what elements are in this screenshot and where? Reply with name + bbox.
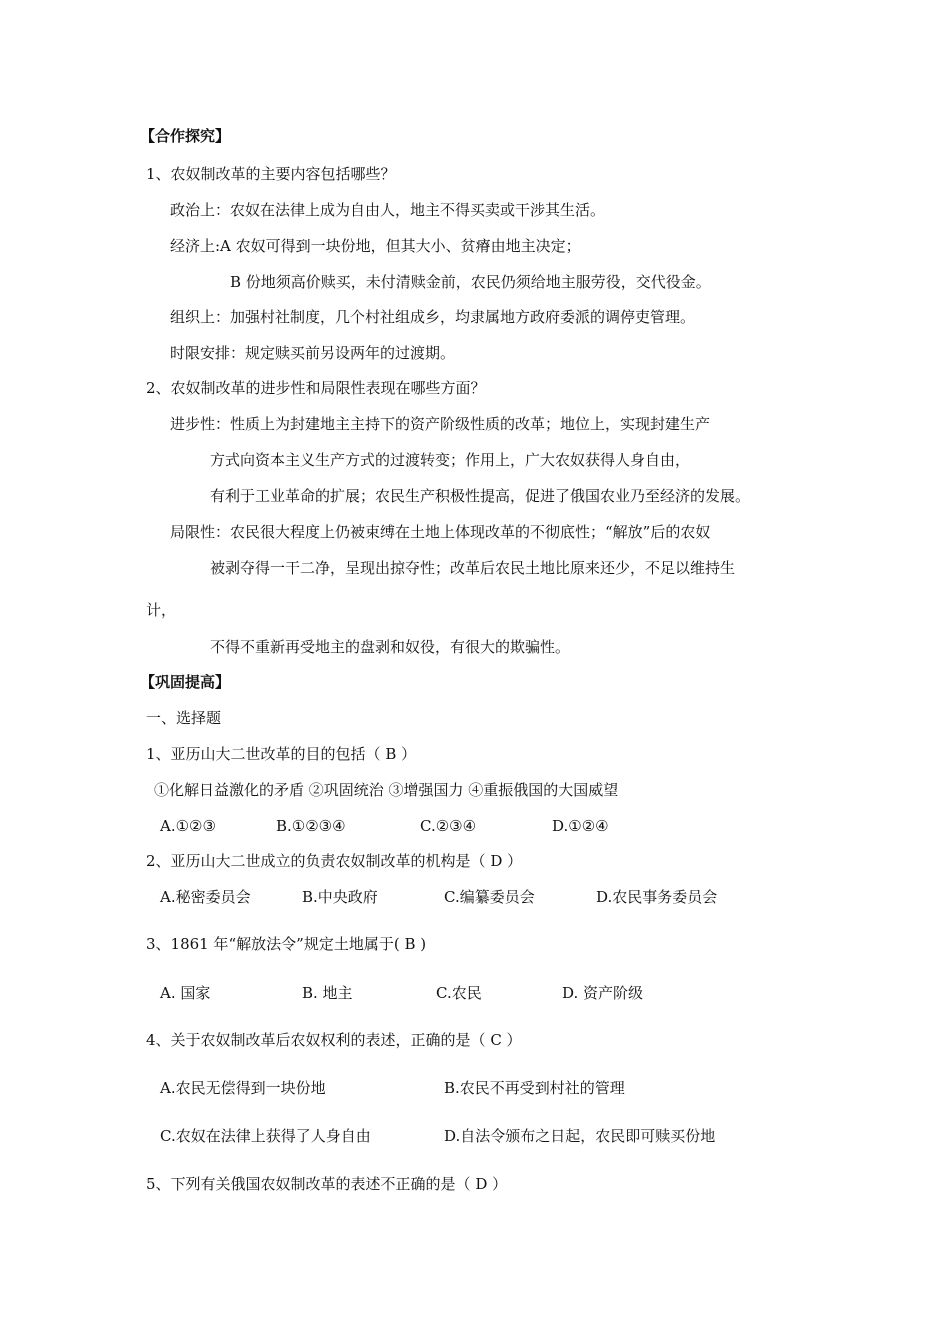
section-title-cooperative-inquiry: 【合作探究】 xyxy=(140,127,231,145)
mc-question-1-items: ①化解日益激化的矛盾 ②巩固统治 ③增强国力 ④重振俄国的大国威望 xyxy=(154,781,619,799)
mc-question-1-options xyxy=(160,816,660,836)
option-c: C.编纂委员会 xyxy=(444,888,535,906)
mc-question-4-options-row-2 xyxy=(160,1126,780,1146)
option-c: C.农奴在法律上获得了人身自由 xyxy=(160,1127,371,1145)
option-a: A.农民无偿得到一块份地 xyxy=(160,1079,326,1097)
option-a: A.秘密委员会 xyxy=(160,888,251,906)
question-2: 2、农奴制改革的进步性和局限性表现在哪些方面？ xyxy=(146,379,486,397)
option-b: B. 地主 xyxy=(302,984,353,1002)
mc-question-2-options xyxy=(160,887,760,907)
mc-question-4-stem: 4、关于农奴制改革后农奴权利的表述，正确的是（ C ） xyxy=(146,1031,522,1049)
answer-line-politics: 政治上：农奴在法律上成为自由人，地主不得买卖或干涉其生活。 xyxy=(170,201,606,219)
option-a: A.①②③ xyxy=(160,817,216,835)
answer-line-limitation-2: 被剥夺得一干二净，呈现出掠夺性；改革后农民土地比原来还少，不足以维持生 xyxy=(210,559,736,577)
answer-line-limitation-1: 局限性：农民很大程度上仍被束缚在土地上体现改革的不彻底性；“解放”后的农奴 xyxy=(170,523,711,541)
answer-line-timeline: 时限安排：规定赎买前另设两年的过渡期。 xyxy=(170,344,456,362)
answer-line-economy-a: 经济上:A 农奴可得到一块份地，但其大小、贫瘠由地主决定； xyxy=(170,237,581,255)
mc-question-5-stem: 5、下列有关俄国农奴制改革的表述不正确的是（ D ） xyxy=(146,1175,508,1193)
section-title-consolidation: 【巩固提高】 xyxy=(140,673,231,691)
answer-line-progress-2: 方式向资本主义生产方式的过渡转变；作用上，广大农奴获得人身自由， xyxy=(210,451,691,469)
part-title-multiple-choice: 一、选择题 xyxy=(146,709,222,727)
question-1: 1、农奴制改革的主要内容包括哪些？ xyxy=(146,165,396,183)
option-d: D.农民事务委员会 xyxy=(596,888,718,906)
mc-question-1-stem: 1、亚历山大二世改革的目的包括（ B ） xyxy=(146,745,417,763)
answer-line-economy-b: B 份地须高价赎买，未付清赎金前，农民仍须给地主服劳役，交代役金。 xyxy=(230,273,711,291)
option-d: D.①②④ xyxy=(552,817,609,835)
option-b: B.农民不再受到村社的管理 xyxy=(444,1079,625,1097)
option-b: B.中央政府 xyxy=(302,888,378,906)
mc-question-3-stem: 3、1861 年“解放法令”规定土地属于( B ) xyxy=(146,935,427,953)
answer-line-limitation-3: 计， xyxy=(146,601,177,619)
mc-question-4-options-row-1 xyxy=(160,1078,760,1098)
answer-line-limitation-4: 不得不重新再受地主的盘剥和奴役，有很大的欺骗性。 xyxy=(210,638,571,656)
option-b: B.①②③④ xyxy=(276,817,346,835)
mc-question-3-options xyxy=(160,983,760,1003)
answer-line-progress-1: 进步性：性质上为封建地主主持下的资产阶级性质的改革；地位上，实现封建生产 xyxy=(170,415,711,433)
option-d: D.自法令颁布之日起，农民即可赎买份地 xyxy=(444,1127,716,1145)
answer-line-progress-3: 有利于工业革命的扩展；农民生产积极性提高，促进了俄国农业乃至经济的发展。 xyxy=(210,487,751,505)
answer-line-organization: 组织上：加强村社制度，几个村社组成乡，均隶属地方政府委派的调停吏管理。 xyxy=(170,308,696,326)
mc-question-2-stem: 2、亚历山大二世成立的负责农奴制改革的机构是（ D ） xyxy=(146,852,523,870)
option-c: C.②③④ xyxy=(420,817,477,835)
option-a: A. 国家 xyxy=(160,984,211,1002)
option-d: D. 资产阶级 xyxy=(562,984,644,1002)
option-c: C.农民 xyxy=(436,984,482,1002)
